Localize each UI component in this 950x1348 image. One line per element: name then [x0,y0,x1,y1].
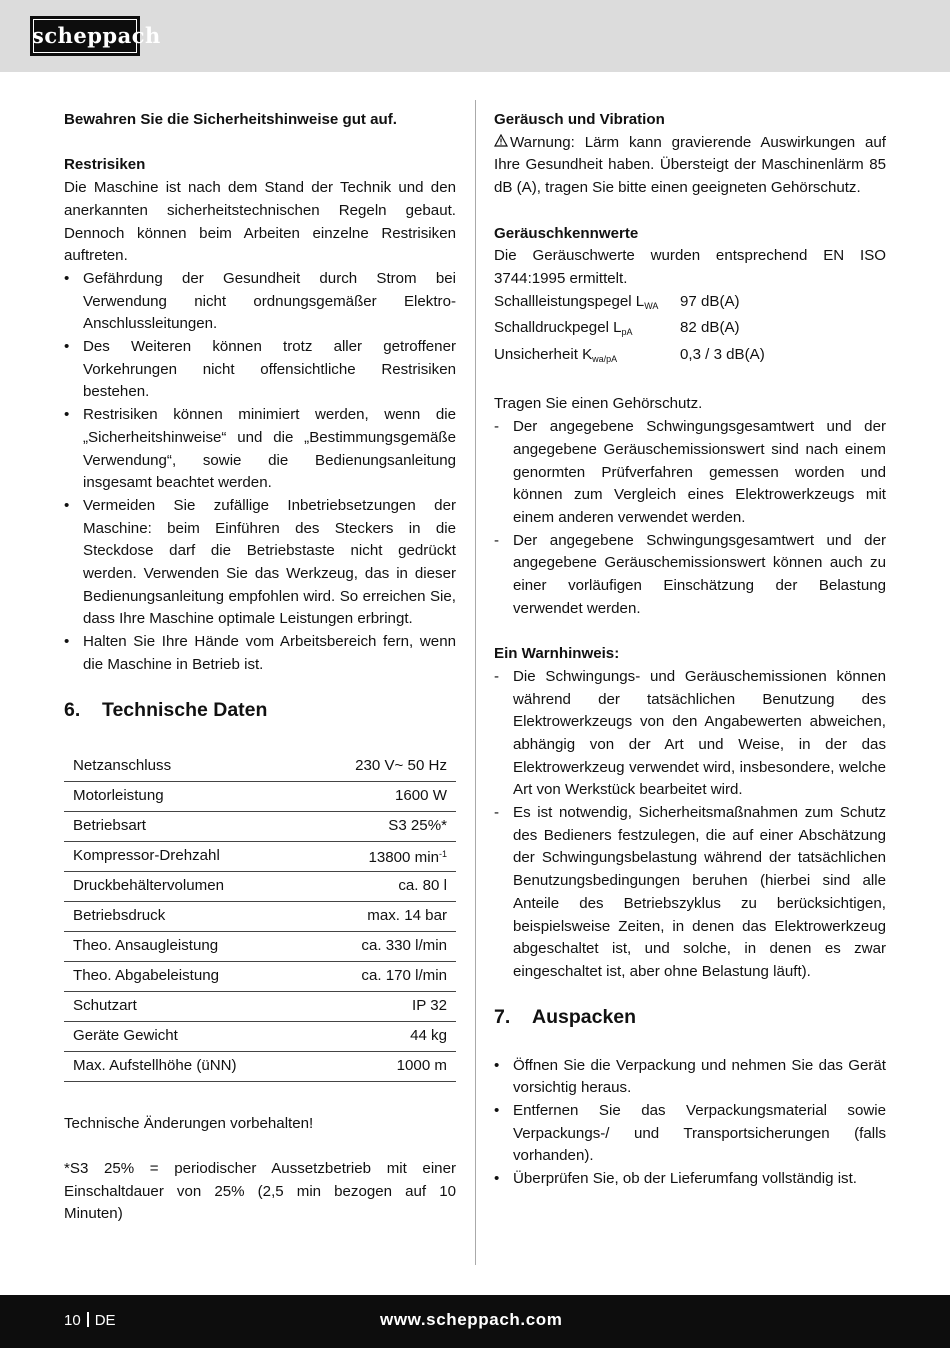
list-item: • Des Weiteren können trotz aller getroffener Vorkehrungen nicht offensichtliche Restrisiken bestehen. [64,338,456,401]
spec-value: max. 14 bar [308,901,456,931]
keep-instructions-heading: Bewahren Sie die Sicherheitshinweise gut auf. [64,111,397,128]
page-indicator [64,1311,116,1331]
noise-values-title: Geräuschkennwerte [494,224,639,242]
list-item: - Es ist notwendig, Sicherheitsmaßnahmen zum Schutz des Bedieners festzulegen, die auf einer Abschätzung der Schwingungsbelastung während der tatsächlichen Benutzungsbedingungen beruhen (hierbei sind alle Anteile des Betriebszyklus zu berücksichtigen, beispielsweise Zeiten, in denen das Elektrowerkzeug abgeschaltet ist, und solche, in denen es zwar eingeschaltet ist, aber ohne Belastung läuft). [494,804,886,980]
noise-warning: Warnung: Lärm kann gravierende Auswirkungen auf Ihre Gesundheit haben. Übersteigt der Maschinenlärm 85 dB (A), tragen Sie bitte einen geeigneten Gehörschutz. [494,133,886,197]
residual-risks-title: Restrisiken [64,156,146,174]
technical-changes-note: Technische Änderungen vorbehalten! [64,1114,314,1132]
spec-value: 1000 m [308,1051,456,1081]
table-row [64,1051,456,1081]
table-row [64,961,456,991]
list-item: • Öffnen Sie die Verpackung und nehmen Sie das Gerät vorsichtig heraus. [494,1056,886,1097]
spec-label: Kompressor-Drehzahl [64,841,308,871]
page-number: 10 [64,1312,81,1329]
table-row [64,841,456,871]
noise-values-intro: Die Geräuschwerte wurden entsprechend EN ISO 3744:1995 ermittelt. [494,247,886,287]
noise-value-row: Schallleistungspegel $L_{WA}$ 97 dB(A) [494,292,740,311]
footer-separator [87,1312,89,1327]
list-item: - Der angegebene Schwingungsgesamtwert und der angegebene Geräuschemissionswert können auch zu einer vorläufigen Einschätzung der Belastung verwendet werden. [494,531,886,617]
page-header [0,0,950,72]
table-row [64,931,456,961]
spec-value: 230 V~ 50 Hz [308,752,456,782]
table-row [64,991,456,1021]
spec-label: Betriebsart [64,811,308,841]
table-row [64,1021,456,1051]
website-link[interactable]: www.scheppach.com [380,1310,563,1329]
spec-value: ca. 330 l/min [308,931,456,961]
left-column [64,109,456,1226]
table-row [64,811,456,841]
spec-label: Max. Aufstellhöhe (üNN) [64,1051,308,1081]
spec-value: S3 25%* [308,811,456,841]
spec-label: Druckbehältervolumen [64,871,308,901]
table-row [64,901,456,931]
spec-label: Theo. Abgabeleistung [64,961,308,991]
spec-value: ca. 170 l/min [308,961,456,991]
noise-vibration-title: Geräusch und Vibration [494,111,665,128]
hearing-protection-note: Tragen Sie einen Gehörschutz. [494,395,703,413]
spec-value: IP 32 [308,991,456,1021]
spec-label: Theo. Ansaugleistung [64,931,308,961]
language-code: DE [94,1312,116,1329]
spec-value: 44 kg [308,1021,456,1051]
page-footer [0,1295,950,1348]
noise-value-row: Unsicherheit $K_{wa/pA}$ 0,3 / 3 dB(A) [494,346,765,365]
spec-label: Betriebsdruck [64,901,308,931]
spec-value: 13800 $\min^{-1}$ [308,841,456,871]
list-item: - Der angegebene Schwingungsgesamtwert und der angegebene Geräuschemissionswert sind nach einem genormten Prüfverfahren gemessen worden und können zum Vergleich eines Elektrowerkzeugs mit einem anderen verwendet werden. [494,418,886,526]
noise-value-row: Schalldruckpegel $L_{pA}$ 82 dB(A) [494,319,740,338]
table-row [64,871,456,901]
list-item: • Halten Sie Ihre Hände vom Arbeitsbereich fern, wenn die Maschine in Betrieb ist. [64,633,456,673]
s3-footnote: *S3 25% = periodischer Aussetzbetrieb mit einer Einschaltdauer von 25% (2,5 min bezogen auf 10 Minuten) [64,1159,456,1223]
table-row [64,781,456,811]
spec-label: Geräte Gewicht [64,1021,308,1051]
section-7-heading: 7. Auspacken [494,1005,637,1028]
list-item: • Entfernen Sie das Verpackungsmaterial sowie Verpackungs-/ und Transportsicherungen (falls vorhanden). [494,1102,886,1165]
section-6-heading: 6. Technische Daten [64,698,268,721]
table-row [64,752,456,782]
technical-data-table [64,752,456,1082]
column-divider [475,100,476,1265]
list-item: • Überprüfen Sie, ob der Lieferumfang vollständig ist. [494,1170,857,1188]
spec-label: Motorleistung [64,781,308,811]
list-item: • Gefährdung der Gesundheit durch Strom bei Verwendung nicht ordnungsgemäßer Elektro-Anschlussleitungen. [64,269,456,333]
right-column [494,109,886,1191]
warning-triangle-icon [494,132,510,155]
warning-note-title: Ein Warnhinweis: [494,645,620,663]
list-item: • Vermeiden Sie zufällige Inbetriebsetzungen der Maschine: beim Einführen des Steckers in die Steckdose darf die Betriebstaste nicht gedrückt werden. Verwenden Sie das Werkzeug, das in dieser Bedienungsanleitung empfohlen wird. So erreichen Sie, dass Ihre Maschine optimale Leistungen erbringt. [64,496,456,628]
brand-logo: scheppach [30,16,140,56]
spec-label: Netzanschluss [64,752,308,782]
spec-value: 1600 W [308,781,456,811]
spec-label: Schutzart [64,991,308,1021]
residual-risks-intro: Die Maschine ist nach dem Stand der Technik und den anerkannten sicherheitstechnischen Regeln gebaut. Dennoch können beim Arbeiten einzelne Restrisiken auftreten. [64,179,456,265]
spec-value: ca. 80 l [308,871,456,901]
list-item: • Restrisiken können minimiert werden, wenn die „Sicherheitshinweise“ und die „Bestimmungsgemäße Verwendung“, sowie die Bedienungsanleitung insgesamt beachtet werden. [64,406,456,492]
list-item: - Die Schwingungs- und Geräuschemissionen können während der tatsächlichen Benutzung des Elektrowerkzeugs von den Angabewerten abweichen, abhängig von der Art und Weise, in der das Elektrowerkzeug verwendet wird, insbesondere, welche Art von Werkstück bearbeitet wird. [494,667,886,799]
